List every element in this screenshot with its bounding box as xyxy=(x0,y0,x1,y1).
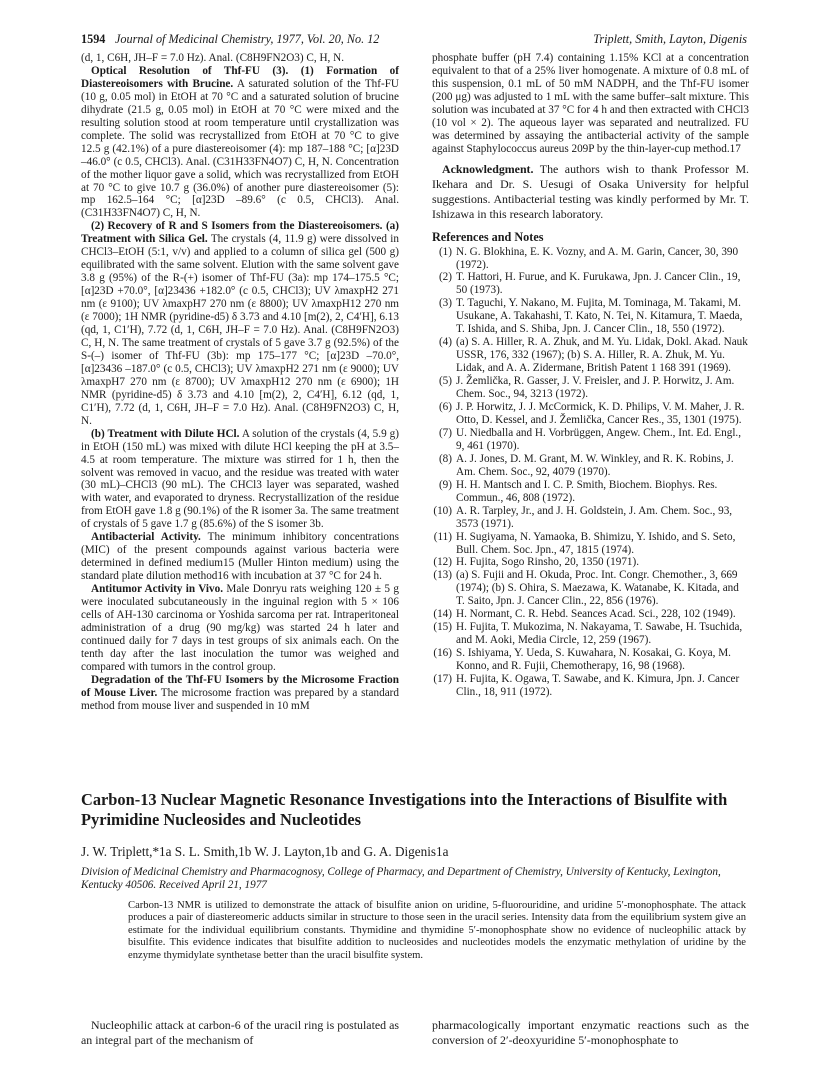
reference-number: (3) xyxy=(438,297,452,310)
abstract: Carbon-13 NMR is utilized to demonstrate the attack of bisulfite anion on uridine, 5-fluorouridine, and uridine 5′-monophosphate. The attack produces a pair of diastereomeric adducts similar in structure to those seen in the uracil series. Intensity data from the equilibrium system give an estimate for the individual equilibrium constants. Thymidine and thymidine 5′-monophosphate show no evidence of nucleophilic attack by bisulfite. This evidence indicates that bisulfite addition to nucleosides and nucleotides models the enzymatic methylation of uridine by the enzyme thymidylate synthetase better than the uracil bisulfite system. xyxy=(128,900,746,961)
body-text-right: pharmacologically important enzymatic reactions such as the conversion of 2′-deoxyuridine 5′-monophosphate to xyxy=(432,1018,749,1047)
paragraph: phosphate buffer (pH 7.4) containing 1.15% KCl at a concentration equivalent to that of a 25% liver homogenate. A mixture of 0.8 mL of this suspension, 0.1 mL of 50 mM NADPH, and the Thf-FU isomer (200 μg) was adjusted to 1 mL with the same buffer–salt mixture. This solution was incubated at 37 °C for 4 h and then extracted with CHCl3 (10 vol × 2). The aqueous layer was separated and neutralized. FU was determined by assaying the antibacterial activity of the sample against Staphylococcus aureus 209P by the thin-layer-cup method.17 xyxy=(432,52,749,155)
reference-item xyxy=(432,297,749,336)
reference-number: (16) xyxy=(433,647,452,660)
reference-number: (2) xyxy=(438,271,452,284)
reference-text: A. R. Tarpley, Jr., and J. H. Goldstein, J. Am. Chem. Soc., 93, 3573 (1971). xyxy=(456,504,733,530)
paragraph xyxy=(81,583,399,674)
reference-item xyxy=(432,401,749,427)
right-column xyxy=(432,52,749,699)
reference-item xyxy=(432,647,749,673)
section-heading: (b) Treatment with Dilute HCl. xyxy=(91,427,240,440)
reference-text: N. G. Blokhina, E. K. Vozny, and A. M. Garin, Cancer, 30, 390 (1972). xyxy=(456,245,739,271)
reference-text: A. J. Jones, D. M. Grant, M. W. Winkley, and R. K. Robins, J. Am. Chem. Soc., 92, 4079 (1970). xyxy=(456,452,734,478)
acknowledgment xyxy=(432,162,749,222)
paragraph-text: A solution of the crystals (4, 5.9 g) in EtOH (150 mL) was mixed with dilute HCl keeping the pH at 3.5–4.5 at room temperature. The mixture was stirred for 1 h, then the solvent was removed in vacuo, and the residue was treated with water (30 mL)–CHCl3 (90 mL). The CHCl3 layer was separated, washed with water, and evaporated to dryness. Recrystallization of the residue from EtOH gave 1.8 g (90.1%) of the R isomer 3a. The same treatment of crystals of 5 gave 1.7 g (85.6%) of the S isomer 3b. xyxy=(81,427,399,531)
paragraph xyxy=(81,531,399,583)
reference-number: (6) xyxy=(438,401,452,414)
reference-text: J. P. Horwitz, J. J. McCormick, K. D. Philips, V. M. Maher, J. R. Otto, D. Kessel, and J. Žemlička, Cancer Res., 35, 1301 (1975). xyxy=(456,401,745,426)
article-authors: J. W. Triplett,*1a S. L. Smith,1b W. J. Layton,1b and G. A. Digenis1a xyxy=(81,844,449,859)
reference-text: H. Fujita, K. Ogawa, T. Sawabe, and K. Kimura, Jpn. J. Cancer Clin., 18, 911 (1972). xyxy=(456,673,740,698)
reference-text: H. Fujita, Sogo Rinsho, 20, 1350 (1971). xyxy=(456,556,640,569)
references-heading: References and Notes xyxy=(432,229,544,244)
reference-item xyxy=(432,673,749,699)
reference-item xyxy=(432,271,749,297)
reference-number: (7) xyxy=(438,426,452,439)
reference-item xyxy=(432,621,749,647)
paragraph-text: The minimum inhibitory concentrations (MIC) of the present compounds against various bacteria were determined in defined medium15 (Muller Hinton medium) using the standard plate dilution method16 with incubation at 37 °C for 24 h. xyxy=(81,531,399,583)
paragraph-text: The crystals (4, 11.9 g) were dissolved in CHCl3–EtOH (5:1, v/v) and applied to a column of silica gel (500 g) equilibrated with the same solvent. Elution with the same solvent gave 3.8 g (95%) of the R-(+) isomer of Thf-FU (3a): mp 174–175.5 °C; [α]23D +70.0°, [α]23436 +182.0° (c 0.5, CHCl3); UV λmaxpH2 271 nm (ε 9100); UV λmaxpH7 270 nm (ε 8800); UV λmaxpH12 270 nm (ε 7000); 1H NMR (pyridine-d5) δ 3.73 and 4.10 [m(2), 2, C4′H], 6.13 (qd, 1, C1′H), 7.72 (d, 1, C6H, JH–F = 7.0 Hz). Anal. (C8H9FN2O3) C, H, N. The same treatment of crystals of 5 gave 3.7 g (92.5%) of the S-(–) isomer of Thf-FU (3b): mp 175–177 °C; [α]23D –70.0°, [α]23436 –187.0° (c 0.5, CHCl3); UV λmaxpH2 271 nm (ε 9000); UV λmaxpH7 270 nm (ε 8700); UV λmaxpH12 270 nm (ε 6900); 1H NMR (pyridine-d5) δ 3.73 and 4.10 [m(2), 2, C4′H], 6.12 (qd, 1, C1′H), 7.72 (d, 1, C6H, JH–F = 7.0 Hz). Anal. (C8H9FN2O3) C, H, N. xyxy=(81,233,399,427)
page-number: 1594 xyxy=(81,32,106,46)
reference-number: (5) xyxy=(438,375,452,388)
reference-item xyxy=(432,427,749,453)
reference-number: (9) xyxy=(438,478,452,491)
reference-number: (4) xyxy=(438,336,452,349)
acknowledgment-heading: Acknowledgment. xyxy=(442,161,534,176)
reference-text: J. Žemlička, R. Gasser, J. V. Freisler, and J. P. Horwitz, J. Am. Chem. Soc., 94, 3213 (1972). xyxy=(456,375,735,401)
reference-text: H. Fujita, T. Mukozima, N. Nakayama, T. Sawabe, H. Tsuchida, and M. Aoki, Media Circle, 12, 259 (1967). xyxy=(456,621,743,647)
running-authors: Triplett, Smith, Layton, Digenis xyxy=(593,32,747,46)
reference-item xyxy=(432,453,749,479)
reference-number: (12) xyxy=(433,556,452,569)
body-text-left: Nucleophilic attack at carbon-6 of the uracil ring is postulated as an integral part of the mechanism of xyxy=(81,1018,399,1047)
references-list xyxy=(432,246,749,699)
acknowledgment-text: The authors wish to thank Professor M. Ikehara and Dr. S. Uesugi of Osaka University for helpful suggestions. Antibacterial testing was kindly performed by Mr. T. Ishizawa in this research laboratory. xyxy=(432,161,749,221)
reference-number: (14) xyxy=(433,608,452,621)
paragraph-text: A saturated solution of the Thf-FU (10 g, 0.05 mol) in EtOH at 70 °C and a saturated solution of brucine dihydrate (21.5 g, 0.05 mol) in EtOH at 70 °C were mixed and the resulting solution stood at room temperature until crystallization was complete. The solid was recrystallized from EtOH at 70 °C to give 12.5 g (42.1%) of a pure diastereoisomer (4): mp 187–188 °C; [α]23D –46.0° (c 0.5, CHCl3). Anal. (C31H33FN4O7) C, H, N. Concentration of the mother liquor gave a solid, which was recrystallized from EtOH at 70 °C to give 10.7 g (36.0%) of another pure diastereoisomer (5): mp 162.5–164 °C; [α]23D –89.6° (c 0.5, CHCl3). Anal. (C31H33FN4O7) C, H, N. xyxy=(81,77,399,220)
reference-number: (17) xyxy=(433,673,452,686)
paragraph xyxy=(81,65,399,220)
reference-text: T. Taguchi, Y. Nakano, M. Fujita, M. Tominaga, M. Takami, M. Usukane, A. Takahashi, T. Kato, N. Tei, N. Kitamura, T. Maeda, T. Ishida, and S. Shiba, Jpn. J. Cancer Clin., 18, 550 (1972). xyxy=(456,297,743,336)
reference-text: H. Normant, C. R. Hebd. Seances Acad. Sci., 228, 102 (1949). xyxy=(456,608,736,621)
running-header xyxy=(81,32,747,48)
reference-number: (15) xyxy=(433,621,452,634)
reference-number: (10) xyxy=(433,504,452,517)
section-heading: Antitumor Activity in Vivo. xyxy=(91,583,224,596)
reference-text: T. Hattori, H. Furue, and K. Furukawa, Jpn. J. Cancer Clin., 19, 50 (1973). xyxy=(456,271,741,297)
reference-item xyxy=(432,246,749,272)
reference-item xyxy=(432,556,749,569)
reference-text: U. Niedballa and H. Vorbrüggen, Angew. Chem., Int. Ed. Engl., 9, 461 (1970). xyxy=(456,426,742,452)
reference-text: S. Ishiyama, Y. Ueda, S. Kuwahara, N. Kosakai, G. Koya, M. Konno, and R. Fujii, Chemotherapy, 16, 98 (1968). xyxy=(456,647,731,673)
reference-text: (a) S. A. Hiller, R. A. Zhuk, and M. Yu. Lidak, Dokl. Akad. Nauk USSR, 176, 332 (1967); (b) S. A. Hiller, R. A. Zhuk, M. Yu. Lidak, and A. A. Zidermane, British Patent 1 168 391 (1969). xyxy=(456,336,748,375)
article-affiliation: Division of Medicinal Chemistry and Pharmacognosy, College of Pharmacy, and Department of Chemistry, University of Kentucky, Lexington, Kentucky 40506. Received April 21, 1977 xyxy=(81,866,721,891)
reference-item xyxy=(432,479,749,505)
reference-item xyxy=(432,569,749,608)
reference-number: (1) xyxy=(438,245,452,258)
section-heading: Degradation of the Thf-FU Isomers by the Microsome Fraction of Mouse Liver. xyxy=(81,673,399,699)
reference-item xyxy=(432,375,749,401)
paragraph xyxy=(81,674,399,713)
journal-citation: Journal of Medicinal Chemistry, 1977, Vol. 20, No. 12 xyxy=(115,32,380,46)
reference-number: (13) xyxy=(433,569,452,582)
paragraph xyxy=(81,220,399,427)
paragraph-text: Male Donryu rats weighing 120 ± 5 g were inoculated subcutaneously in the inguinal region with 5 × 106 cells of AH-130 carcinoma or Yoshida sarcoma per rat. Intraperitoneal administration of a drug (90 mg/kg) was started 24 h later and continued daily for 7 days in test groups of six animals each. On the tenth day after the last inoculation the tumor was weighed and compared with tumors in the control group. xyxy=(81,583,399,673)
article-title: Carbon-13 Nuclear Magnetic Resonance Investigations into the Interactions of Bisulfite with Pyrimidine Nucleosides and Nucleotides xyxy=(81,790,728,829)
reference-number: (8) xyxy=(438,452,452,465)
section-heading: Optical Resolution of Thf-FU (3). (1) Formation of Diastereoisomers with Brucine. xyxy=(81,64,399,90)
reference-text: H. H. Mantsch and I. C. P. Smith, Biochem. Biophys. Res. Commun., 46, 808 (1972). xyxy=(456,478,718,504)
reference-item xyxy=(432,531,749,557)
section-heading: (2) Recovery of R and S Isomers from the Diastereoisomers. (a) Treatment with Silica Gel. xyxy=(81,220,399,246)
reference-text: H. Sugiyama, N. Yamaoka, B. Shimizu, Y. Ishido, and S. Seto, Bull. Chem. Soc. Jpn., 47, 1815 (1974). xyxy=(456,530,736,556)
reference-number: (11) xyxy=(433,530,452,543)
left-column xyxy=(81,52,399,713)
section-heading: Antibacterial Activity. xyxy=(91,531,201,544)
paragraph xyxy=(81,428,399,532)
paragraph: (d, 1, C6H, JH–F = 7.0 Hz). Anal. (C8H9FN2O3) C, H, N. xyxy=(81,52,344,64)
reference-item xyxy=(432,608,749,621)
reference-text: (a) S. Fujii and H. Okuda, Proc. Int. Congr. Chemother., 3, 669 (1974); (b) S. Ohira, S. Maezawa, K. Watanabe, K. Kitada, and T. Saito, Jpn. J. Cancer Clin., 22, 856 (1976). xyxy=(456,569,739,608)
paragraph-text: The microsome fraction was prepared by a standard method from mouse liver and suspended in 10 mM xyxy=(81,686,399,712)
reference-item xyxy=(432,336,749,375)
reference-item xyxy=(432,505,749,531)
